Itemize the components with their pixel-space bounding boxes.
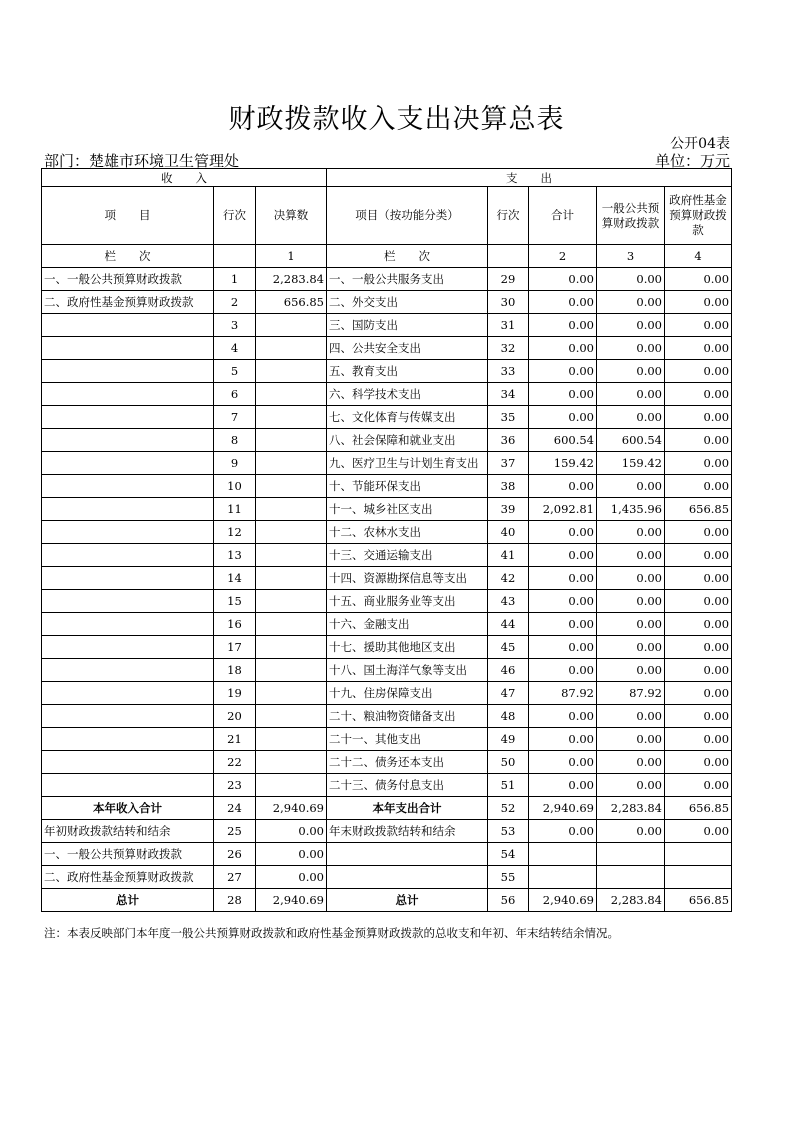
total-cell: 0.00 (529, 659, 597, 682)
income-row-no-cell: 20 (214, 705, 256, 728)
expense-item-cell: 二十三、债务付息支出 (327, 774, 488, 797)
income-amount-cell (256, 521, 327, 544)
general-budget-cell: 0.00 (597, 820, 665, 843)
income-row-no-cell: 8 (214, 429, 256, 452)
gov-fund-cell (665, 866, 732, 889)
income-item-cell (42, 682, 214, 705)
general-budget-cell: 0.00 (597, 613, 665, 636)
income-item-cell (42, 590, 214, 613)
total-cell: 0.00 (529, 475, 597, 498)
general-budget-header: 一般公共预算财政拨款 (597, 187, 665, 245)
income-item-cell (42, 314, 214, 337)
gov-fund-cell: 0.00 (665, 659, 732, 682)
general-budget-cell: 0.00 (597, 406, 665, 429)
total-cell: 0.00 (529, 268, 597, 291)
expense-row-no-cell: 29 (488, 268, 529, 291)
table-row (42, 705, 732, 728)
expense-item-cell: 本年支出合计 (327, 797, 488, 820)
expense-item-cell (327, 866, 488, 889)
expense-item-cell: 二十、粮油物资储备支出 (327, 705, 488, 728)
gov-fund-cell: 0.00 (665, 429, 732, 452)
gov-fund-cell: 0.00 (665, 521, 732, 544)
general-budget-cell: 0.00 (597, 705, 665, 728)
table-row (42, 360, 732, 383)
general-budget-cell: 0.00 (597, 360, 665, 383)
row-no-header: 行次 (214, 187, 256, 245)
income-row-no-cell: 25 (214, 820, 256, 843)
expense-item-cell: 三、国防支出 (327, 314, 488, 337)
income-row-no-cell: 7 (214, 406, 256, 429)
income-amount-cell: 656.85 (256, 291, 327, 314)
gov-fund-cell: 0.00 (665, 544, 732, 567)
gov-fund-cell: 0.00 (665, 728, 732, 751)
gov-fund-cell: 0.00 (665, 360, 732, 383)
col-label2: 栏 次 (327, 245, 488, 268)
income-row-no-cell: 3 (214, 314, 256, 337)
income-row-no-cell: 16 (214, 613, 256, 636)
income-row-no-cell: 23 (214, 774, 256, 797)
income-item-cell: 总计 (42, 889, 214, 912)
general-budget-cell: 0.00 (597, 291, 665, 314)
general-budget-cell: 0.00 (597, 383, 665, 406)
expense-header: 支 出 (327, 169, 732, 187)
total-cell: 2,940.69 (529, 797, 597, 820)
gov-fund-cell: 656.85 (665, 498, 732, 521)
table-row (42, 889, 732, 912)
general-budget-cell: 159.42 (597, 452, 665, 475)
table-row (42, 383, 732, 406)
expense-item-cell: 一、一般公共服务支出 (327, 268, 488, 291)
income-item-cell (42, 475, 214, 498)
general-budget-cell: 0.00 (597, 567, 665, 590)
col-label: 栏 次 (42, 245, 214, 268)
income-row-no-cell: 13 (214, 544, 256, 567)
income-item-cell (42, 521, 214, 544)
expense-item-cell: 十六、金融支出 (327, 613, 488, 636)
table-row (42, 475, 732, 498)
item-header: 项 目 (42, 187, 214, 245)
general-budget-cell: 0.00 (597, 751, 665, 774)
gov-fund-cell: 0.00 (665, 820, 732, 843)
table-row (42, 728, 732, 751)
income-item-cell: 一、一般公共预算财政拨款 (42, 268, 214, 291)
general-budget-cell: 0.00 (597, 590, 665, 613)
table-row (42, 291, 732, 314)
income-amount-cell: 0.00 (256, 866, 327, 889)
gov-fund-cell: 656.85 (665, 889, 732, 912)
total-cell: 0.00 (529, 360, 597, 383)
table-row (42, 774, 732, 797)
gov-fund-cell: 0.00 (665, 613, 732, 636)
table-row (42, 544, 732, 567)
table-row (42, 590, 732, 613)
total-cell: 2,940.69 (529, 889, 597, 912)
item-func-header: 项目（按功能分类） (327, 187, 488, 245)
expense-row-no-cell: 50 (488, 751, 529, 774)
col-2: 2 (529, 245, 597, 268)
expense-row-no-cell: 54 (488, 843, 529, 866)
income-amount-cell: 0.00 (256, 820, 327, 843)
general-budget-cell: 0.00 (597, 337, 665, 360)
expense-item-cell: 十二、农林水支出 (327, 521, 488, 544)
expense-row-no-cell: 35 (488, 406, 529, 429)
table-row (42, 429, 732, 452)
expense-row-no-cell: 47 (488, 682, 529, 705)
general-budget-cell (597, 866, 665, 889)
expense-item-cell: 十三、交通运输支出 (327, 544, 488, 567)
general-budget-cell: 0.00 (597, 521, 665, 544)
income-item-cell: 年初财政拨款结转和结余 (42, 820, 214, 843)
income-item-cell (42, 636, 214, 659)
gov-fund-cell (665, 843, 732, 866)
table-row (42, 337, 732, 360)
income-row-no-cell: 14 (214, 567, 256, 590)
income-row-no-cell: 26 (214, 843, 256, 866)
general-budget-cell: 600.54 (597, 429, 665, 452)
general-budget-cell: 0.00 (597, 475, 665, 498)
table-row (42, 498, 732, 521)
expense-row-no-cell: 33 (488, 360, 529, 383)
expense-item-cell: 二十一、其他支出 (327, 728, 488, 751)
expense-item-cell: 十八、国土海洋气象等支出 (327, 659, 488, 682)
expense-row-no-cell: 46 (488, 659, 529, 682)
gov-fund-cell: 0.00 (665, 567, 732, 590)
income-item-cell (42, 751, 214, 774)
income-item-cell (42, 728, 214, 751)
income-item-cell: 二、政府性基金预算财政拨款 (42, 291, 214, 314)
income-row-no-cell: 12 (214, 521, 256, 544)
gov-fund-cell: 0.00 (665, 774, 732, 797)
income-row-no-cell: 15 (214, 590, 256, 613)
income-row-no-cell: 22 (214, 751, 256, 774)
expense-item-cell: 七、文化体育与传媒支出 (327, 406, 488, 429)
general-budget-cell: 1,435.96 (597, 498, 665, 521)
general-budget-cell: 2,283.84 (597, 889, 665, 912)
gov-fund-cell: 0.00 (665, 291, 732, 314)
general-budget-cell: 0.00 (597, 774, 665, 797)
general-budget-cell: 0.00 (597, 728, 665, 751)
income-item-cell (42, 429, 214, 452)
gov-fund-cell: 0.00 (665, 751, 732, 774)
gov-fund-cell: 0.00 (665, 475, 732, 498)
unit-label: 单位：万元 (654, 152, 730, 170)
table-row (42, 406, 732, 429)
total-cell: 0.00 (529, 636, 597, 659)
total-cell: 0.00 (529, 291, 597, 314)
income-amount-cell (256, 613, 327, 636)
expense-row-no-cell: 55 (488, 866, 529, 889)
total-cell (529, 866, 597, 889)
total-cell: 0.00 (529, 613, 597, 636)
income-amount-cell (256, 360, 327, 383)
total-header: 合计 (529, 187, 597, 245)
income-item-cell (42, 360, 214, 383)
general-budget-cell: 0.00 (597, 544, 665, 567)
expense-item-cell: 年末财政拨款结转和结余 (327, 820, 488, 843)
expense-item-cell: 五、教育支出 (327, 360, 488, 383)
income-item-cell: 二、政府性基金预算财政拨款 (42, 866, 214, 889)
income-amount-cell: 2,283.84 (256, 268, 327, 291)
expense-row-no-cell: 48 (488, 705, 529, 728)
general-budget-cell: 0.00 (597, 636, 665, 659)
total-cell: 0.00 (529, 337, 597, 360)
expense-row-no-cell: 49 (488, 728, 529, 751)
expense-row-no-cell: 31 (488, 314, 529, 337)
form-number: 公开04表 (670, 136, 730, 152)
income-amount-cell (256, 406, 327, 429)
table-row (42, 820, 732, 843)
col-1: 1 (256, 245, 327, 268)
table-row (42, 751, 732, 774)
income-row-no-cell: 21 (214, 728, 256, 751)
general-budget-cell: 0.00 (597, 659, 665, 682)
expense-row-no-cell: 45 (488, 636, 529, 659)
income-row-no-cell: 28 (214, 889, 256, 912)
expense-row-no-cell: 42 (488, 567, 529, 590)
gov-fund-cell: 0.00 (665, 268, 732, 291)
income-row-no-cell: 19 (214, 682, 256, 705)
expense-item-cell: 十、节能环保支出 (327, 475, 488, 498)
income-header: 收 入 (42, 169, 327, 187)
general-budget-cell: 2,283.84 (597, 797, 665, 820)
expense-row-no-cell: 30 (488, 291, 529, 314)
table-row (42, 682, 732, 705)
income-item-cell (42, 659, 214, 682)
expense-item-cell: 十四、资源勘探信息等支出 (327, 567, 488, 590)
expense-item-cell: 六、科学技术支出 (327, 383, 488, 406)
expense-row-no-cell: 39 (488, 498, 529, 521)
gov-fund-cell: 656.85 (665, 797, 732, 820)
income-amount-cell (256, 544, 327, 567)
income-amount-cell (256, 682, 327, 705)
income-amount-cell: 2,940.69 (256, 797, 327, 820)
income-amount-cell (256, 774, 327, 797)
income-amount-cell (256, 337, 327, 360)
expense-item-cell: 二十二、债务还本支出 (327, 751, 488, 774)
income-item-cell (42, 406, 214, 429)
gov-fund-cell: 0.00 (665, 337, 732, 360)
income-row-no-cell: 24 (214, 797, 256, 820)
expense-item-cell: 八、社会保障和就业支出 (327, 429, 488, 452)
income-amount-cell (256, 751, 327, 774)
expense-item-cell (327, 843, 488, 866)
total-cell: 0.00 (529, 820, 597, 843)
expense-item-cell: 十五、商业服务业等支出 (327, 590, 488, 613)
col-3: 3 (597, 245, 665, 268)
income-item-cell (42, 337, 214, 360)
general-budget-cell: 0.00 (597, 314, 665, 337)
table-row (42, 843, 732, 866)
expense-item-cell: 十九、住房保障支出 (327, 682, 488, 705)
expense-item-cell: 十七、援助其他地区支出 (327, 636, 488, 659)
total-cell: 0.00 (529, 728, 597, 751)
income-item-cell (42, 383, 214, 406)
table-row (42, 314, 732, 337)
income-amount-cell (256, 498, 327, 521)
expense-row-no-cell: 52 (488, 797, 529, 820)
income-row-no-cell: 1 (214, 268, 256, 291)
table-row (42, 797, 732, 820)
expense-row-no-cell: 32 (488, 337, 529, 360)
income-row-no-cell: 9 (214, 452, 256, 475)
income-row-no-cell: 4 (214, 337, 256, 360)
general-budget-cell (597, 843, 665, 866)
expense-row-no-cell: 43 (488, 590, 529, 613)
total-cell: 87.92 (529, 682, 597, 705)
expense-row-no-cell: 44 (488, 613, 529, 636)
income-row-no-cell: 2 (214, 291, 256, 314)
income-item-cell (42, 705, 214, 728)
table-row (42, 866, 732, 889)
table-row (42, 268, 732, 291)
gov-fund-cell: 0.00 (665, 636, 732, 659)
total-cell: 0.00 (529, 590, 597, 613)
general-budget-cell: 0.00 (597, 268, 665, 291)
income-amount-cell (256, 705, 327, 728)
income-amount-cell (256, 636, 327, 659)
total-cell: 0.00 (529, 544, 597, 567)
gov-fund-cell: 0.00 (665, 383, 732, 406)
total-cell: 0.00 (529, 406, 597, 429)
gov-fund-cell: 0.00 (665, 406, 732, 429)
final-amount-header: 决算数 (256, 187, 327, 245)
table-row (42, 636, 732, 659)
income-row-no-cell: 10 (214, 475, 256, 498)
table-row (42, 521, 732, 544)
income-row-no-cell: 6 (214, 383, 256, 406)
expense-item-cell: 二、外交支出 (327, 291, 488, 314)
total-cell: 159.42 (529, 452, 597, 475)
total-cell: 0.00 (529, 567, 597, 590)
expense-row-no-cell: 34 (488, 383, 529, 406)
gov-fund-cell: 0.00 (665, 682, 732, 705)
gov-fund-cell: 0.00 (665, 590, 732, 613)
gov-fund-cell: 0.00 (665, 705, 732, 728)
table-row (42, 567, 732, 590)
income-item-cell (42, 544, 214, 567)
total-cell: 0.00 (529, 705, 597, 728)
income-amount-cell (256, 429, 327, 452)
department-label: 部门：楚雄市环境卫生管理处 (44, 152, 240, 170)
footnote: 注：本表反映部门本年度一般公共预算财政拨款和政府性基金预算财政拨款的总收支和年初、年末结转结余情况。 (44, 926, 619, 940)
gov-fund-cell: 0.00 (665, 314, 732, 337)
budget-summary-table (41, 168, 732, 912)
expense-item-cell: 九、医疗卫生与计划生育支出 (327, 452, 488, 475)
income-row-no-cell: 5 (214, 360, 256, 383)
table-row (42, 613, 732, 636)
income-item-cell (42, 452, 214, 475)
expense-row-no-cell: 36 (488, 429, 529, 452)
income-amount-cell: 0.00 (256, 843, 327, 866)
income-row-no-cell: 18 (214, 659, 256, 682)
page-title: 财政拨款收入支出决算总表 (228, 104, 565, 135)
income-row-no-cell: 27 (214, 866, 256, 889)
expense-item-cell: 总计 (327, 889, 488, 912)
income-amount-cell (256, 728, 327, 751)
general-budget-cell: 87.92 (597, 682, 665, 705)
income-amount-cell (256, 590, 327, 613)
total-cell: 0.00 (529, 751, 597, 774)
expense-item-cell: 十一、城乡社区支出 (327, 498, 488, 521)
row-no2-header: 行次 (488, 187, 529, 245)
total-cell: 0.00 (529, 774, 597, 797)
expense-row-no-cell: 53 (488, 820, 529, 843)
expense-row-no-cell: 40 (488, 521, 529, 544)
income-amount-cell (256, 475, 327, 498)
income-amount-cell (256, 567, 327, 590)
total-cell (529, 843, 597, 866)
total-cell: 600.54 (529, 429, 597, 452)
expense-item-cell: 四、公共安全支出 (327, 337, 488, 360)
income-item-cell (42, 498, 214, 521)
expense-row-no-cell: 37 (488, 452, 529, 475)
income-item-cell: 本年收入合计 (42, 797, 214, 820)
income-row-no-cell: 11 (214, 498, 256, 521)
income-item-cell (42, 567, 214, 590)
income-amount-cell (256, 452, 327, 475)
income-amount-cell (256, 314, 327, 337)
income-amount-cell (256, 659, 327, 682)
gov-fund-cell: 0.00 (665, 452, 732, 475)
total-cell: 0.00 (529, 314, 597, 337)
table-row (42, 659, 732, 682)
table-row (42, 452, 732, 475)
income-amount-cell: 2,940.69 (256, 889, 327, 912)
income-item-cell (42, 774, 214, 797)
total-cell: 0.00 (529, 383, 597, 406)
col-4: 4 (665, 245, 732, 268)
income-item-cell: 一、一般公共预算财政拨款 (42, 843, 214, 866)
expense-row-no-cell: 51 (488, 774, 529, 797)
income-item-cell (42, 613, 214, 636)
total-cell: 0.00 (529, 521, 597, 544)
income-amount-cell (256, 383, 327, 406)
expense-row-no-cell: 56 (488, 889, 529, 912)
expense-row-no-cell: 41 (488, 544, 529, 567)
gov-fund-header: 政府性基金预算财政拨款 (665, 187, 732, 245)
income-row-no-cell: 17 (214, 636, 256, 659)
expense-row-no-cell: 38 (488, 475, 529, 498)
total-cell: 2,092.81 (529, 498, 597, 521)
